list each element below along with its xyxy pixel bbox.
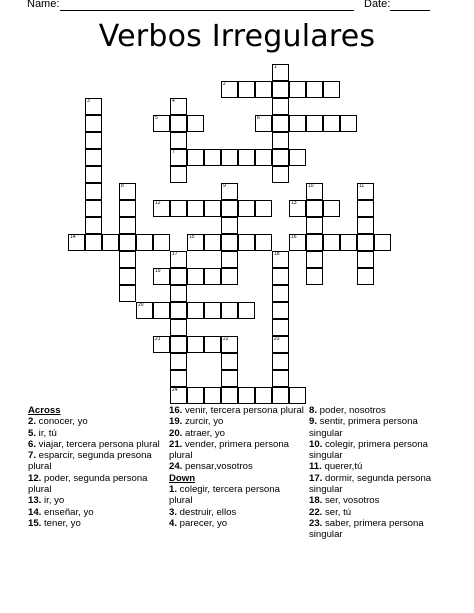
crossword-cell[interactable] [272,268,289,285]
clue-item-number: 11. [309,461,322,473]
clue-item [309,473,449,496]
crossword-cell[interactable] [238,387,255,404]
clue-item-text: ser, vosotros [322,495,380,507]
crossword-cell[interactable] [85,98,102,115]
clue-number: 1 [274,64,277,70]
crossword-cell[interactable] [221,234,238,251]
crossword-cell[interactable] [289,234,306,251]
crossword-cell[interactable] [170,149,187,166]
crossword-cell[interactable] [323,234,340,251]
crossword-cell[interactable] [289,115,306,132]
crossword-cell[interactable] [272,149,289,166]
crossword-cell[interactable] [170,98,187,115]
clue-item [309,439,449,462]
crossword-cell[interactable] [272,319,289,336]
crossword-cell[interactable] [221,81,238,98]
clue-item-number: 8. [309,405,318,416]
crossword-cell[interactable] [119,234,136,251]
crossword-cell[interactable] [221,302,238,319]
crossword-cell[interactable] [170,353,187,370]
clue-item-number: 24. [169,461,183,473]
crossword-cell[interactable] [221,336,238,353]
clue-number: 22 [223,336,229,342]
crossword-cell[interactable] [221,251,238,268]
clue-number: 24 [172,387,178,393]
clue-number: 4 [172,98,175,104]
crossword-cell[interactable] [102,234,119,251]
crossword-cell[interactable] [170,268,187,285]
clue-item [169,484,305,507]
clue-item-text: ir, tú [36,427,57,439]
clue-item-text: destruir, ellos [177,506,237,518]
clue-number: 14 [70,234,76,240]
clue-item-text: enseñar, yo [41,506,94,518]
clue-item-number: 7. [28,450,37,462]
clue-item-number: 4. [169,517,178,529]
crossword-cell[interactable] [85,149,102,166]
crossword-cell[interactable] [85,200,102,217]
clue-number: 15 [189,234,195,240]
clue-item-text: parecer, yo [177,517,228,529]
clue-item-number: 3. [169,506,178,518]
crossword-cell[interactable] [306,268,323,285]
crossword-cell[interactable] [170,285,187,302]
clue-item [169,518,305,529]
crossword-cell[interactable] [136,234,153,251]
crossword-cell[interactable] [272,251,289,268]
date-label: Date: [364,0,391,10]
crossword-cell[interactable] [221,183,238,200]
clue-item-text: conocer, yo [36,416,88,428]
crossword-cell[interactable] [204,336,221,353]
clue-item [28,495,162,506]
clue-number: 12 [155,200,161,206]
clue-item [169,428,305,439]
clue-item-text: pensar,vosotros [182,461,253,473]
clue-item [309,416,449,439]
clue-item-number: 21. [169,438,183,450]
crossword-cell[interactable] [187,387,204,404]
crossword-cell[interactable] [221,268,238,285]
clue-item-number: 14. [28,506,42,518]
crossword-cell[interactable] [204,268,221,285]
crossword-cell[interactable] [170,336,187,353]
crossword-cell[interactable] [323,200,340,217]
crossword-cell[interactable] [238,200,255,217]
clue-item-number: 22. [309,506,323,518]
page-title: Verbos Irregulares [98,19,376,54]
crossword-cell[interactable] [255,81,272,98]
clue-item-text: venir, tercera persona plural [182,405,304,416]
clue-number: 18 [274,251,280,257]
crossword-cell[interactable] [238,234,255,251]
clue-item-text: zurcir, yo [182,416,224,428]
clue-number: 7 [172,149,175,155]
crossword-cell[interactable] [323,115,340,132]
clue-item-number: 15. [28,517,42,529]
crossword-cell[interactable] [289,387,306,404]
crossword-cell[interactable] [136,302,153,319]
crossword-cell[interactable] [221,217,238,234]
crossword-cell[interactable] [153,268,170,285]
clue-item-text: saber, primera persona singular [309,517,424,541]
crossword-cell[interactable] [170,200,187,217]
clue-item [309,518,449,541]
clue-item-text: esparcir, segunda presona plural [28,450,152,473]
crossword-cell[interactable] [357,217,374,234]
across-heading: Across [28,405,61,416]
crossword-cell[interactable] [272,98,289,115]
crossword-cell[interactable] [170,132,187,149]
crossword-cell[interactable] [85,166,102,183]
clue-item [28,473,162,496]
clue-item-text: poder, segunda persona plural [28,472,148,496]
crossword-cell[interactable] [187,149,204,166]
clue-item-number: 1. [169,484,178,496]
crossword-cell[interactable] [187,200,204,217]
crossword-cell[interactable] [255,200,272,217]
clue-number: 10 [308,183,314,189]
clue-item-text: colegir, tercera persona plural [169,484,280,507]
clue-item-text: tener, yo [41,517,81,529]
crossword-cell[interactable] [238,302,255,319]
crossword-cell[interactable] [153,302,170,319]
crossword-cell[interactable] [306,81,323,98]
clue-number: 3 [87,98,90,104]
clue-number: 8 [121,183,124,189]
clue-item [169,439,305,462]
clue-item [28,439,162,450]
crossword-cell[interactable] [170,251,187,268]
crossword-cell[interactable] [153,115,170,132]
crossword-cell[interactable] [85,183,102,200]
crossword-cell[interactable] [340,115,357,132]
crossword-cell[interactable] [221,200,238,217]
crossword-cell[interactable] [204,234,221,251]
clues-column-1 [28,405,162,529]
crossword-cell[interactable] [323,81,340,98]
clue-number: 16 [291,234,297,240]
crossword-cell[interactable] [221,370,238,387]
crossword-cell[interactable] [170,387,187,404]
clue-number: 17 [172,251,178,257]
clue-item-text: ser, tú [322,506,352,518]
clue-item-number: 10. [309,438,323,450]
crossword-cell[interactable] [272,81,289,98]
clues-column-2 [169,405,305,529]
crossword-cell[interactable] [357,251,374,268]
crossword-cell[interactable] [119,200,136,217]
clue-item-text: colegir, primera persona singular [309,438,428,462]
clue-item [169,507,305,518]
clue-number: 11 [359,183,365,189]
crossword-cell[interactable] [170,302,187,319]
crossword-cell[interactable] [272,285,289,302]
crossword-cell[interactable] [221,353,238,370]
crossword-cell[interactable] [119,217,136,234]
clue-number: 9 [223,183,226,189]
crossword-cell[interactable] [170,166,187,183]
clue-item-number: 5. [28,427,37,439]
clue-item [309,461,449,472]
crossword-cell[interactable] [272,166,289,183]
crossword-cell[interactable] [85,115,102,132]
crossword-cell[interactable] [204,200,221,217]
clue-item [169,405,305,416]
crossword-cell[interactable] [187,115,204,132]
crossword-cell[interactable] [119,285,136,302]
crossword-cell[interactable] [85,217,102,234]
crossword-cell[interactable] [153,200,170,217]
clue-item-text: vender, primera persona plural [169,438,289,462]
clue-item [28,507,162,518]
crossword-cell[interactable] [187,336,204,353]
crossword-cell[interactable] [238,149,255,166]
crossword-cell[interactable] [374,234,391,251]
clue-item [169,416,305,427]
crossword-cell[interactable] [119,183,136,200]
crossword-cell[interactable] [204,149,221,166]
crossword-cell[interactable] [306,217,323,234]
clue-item [28,416,162,427]
crossword-cell[interactable] [272,336,289,353]
crossword-cell[interactable] [272,370,289,387]
clue-number: 23 [274,336,280,342]
clue-item-number: 13. [28,495,42,507]
crossword-cell[interactable] [170,115,187,132]
crossword-cell[interactable] [221,149,238,166]
crossword-cell[interactable] [238,81,255,98]
clue-item-number: 18. [309,495,323,507]
crossword-cell[interactable] [119,251,136,268]
clue-item-number: 23. [309,517,323,529]
crossword-cell[interactable] [357,234,374,251]
clue-item [169,461,305,472]
clue-item-number: 9. [309,416,318,428]
clue-item [28,518,162,529]
crossword-cell[interactable] [153,234,170,251]
clues-column-3 [309,405,449,541]
crossword-cell[interactable] [306,251,323,268]
clue-item-number: 20. [169,427,183,439]
clue-number: 2 [223,81,226,87]
clue-item-number: 2. [28,416,37,428]
crossword-cell[interactable] [357,268,374,285]
crossword-cell[interactable] [255,234,272,251]
clue-number: 21 [155,336,161,342]
clue-item [309,405,449,416]
crossword-cell[interactable] [187,268,204,285]
clue-item [309,507,449,518]
crossword-cell[interactable] [255,387,272,404]
crossword-cell[interactable] [289,149,306,166]
crossword-cell[interactable] [306,115,323,132]
clue-item [309,495,449,506]
crossword-cell[interactable] [119,268,136,285]
crossword-cell[interactable] [170,370,187,387]
clue-item-number: 17. [309,472,323,484]
clue-item-text: ir, yo [41,495,65,507]
clue-number: 19 [155,268,161,274]
clue-number: 13 [291,200,297,206]
crossword-cell[interactable] [170,319,187,336]
crossword-cell[interactable] [68,234,85,251]
crossword-cell[interactable] [153,336,170,353]
crossword-cell[interactable] [272,387,289,404]
clue-number: 5 [155,115,158,121]
clue-item-text: querer,tú [321,461,363,473]
clue-number: 20 [138,302,144,308]
crossword-cell[interactable] [306,183,323,200]
crossword-cell[interactable] [289,81,306,98]
clue-item-text: viajar, tercera persona plural [36,438,160,450]
crossword-cell[interactable] [255,149,272,166]
crossword-cell[interactable] [221,387,238,404]
clue-item-text: sentir, primera persona singular [309,416,418,439]
crossword-cell[interactable] [272,302,289,319]
clue-item-number: 19. [169,416,183,428]
crossword-cell[interactable] [255,115,272,132]
clue-item-number: 12. [28,472,42,484]
crossword-cell[interactable] [187,302,204,319]
clue-item-text: dormir, segunda persona singular [309,472,432,496]
clue-item-text: atraer, yo [182,427,226,439]
clue-item-text: poder, nosotros [317,405,386,416]
crossword-cell[interactable] [357,200,374,217]
crossword-cell[interactable] [340,234,357,251]
clue-item-number: 16. [169,405,183,416]
clue-item [28,450,162,473]
crossword-cell[interactable] [306,200,323,217]
clue-item-number: 6. [28,438,37,450]
crossword-cell[interactable] [272,132,289,149]
crossword-cell[interactable] [85,132,102,149]
crossword-cell[interactable] [272,115,289,132]
crossword-cell[interactable] [357,183,374,200]
clue-number: 6 [257,115,260,121]
crossword-cell[interactable] [204,302,221,319]
crossword-cell[interactable] [204,387,221,404]
crossword-cell[interactable] [289,200,306,217]
crossword-cell[interactable] [85,234,102,251]
crossword-cell[interactable] [187,234,204,251]
crossword-cell[interactable] [306,234,323,251]
clue-item [28,428,162,439]
crossword-cell[interactable] [272,353,289,370]
crossword-cell[interactable] [272,64,289,81]
down-heading: Down [169,472,196,484]
name-label: Name: [27,0,60,10]
